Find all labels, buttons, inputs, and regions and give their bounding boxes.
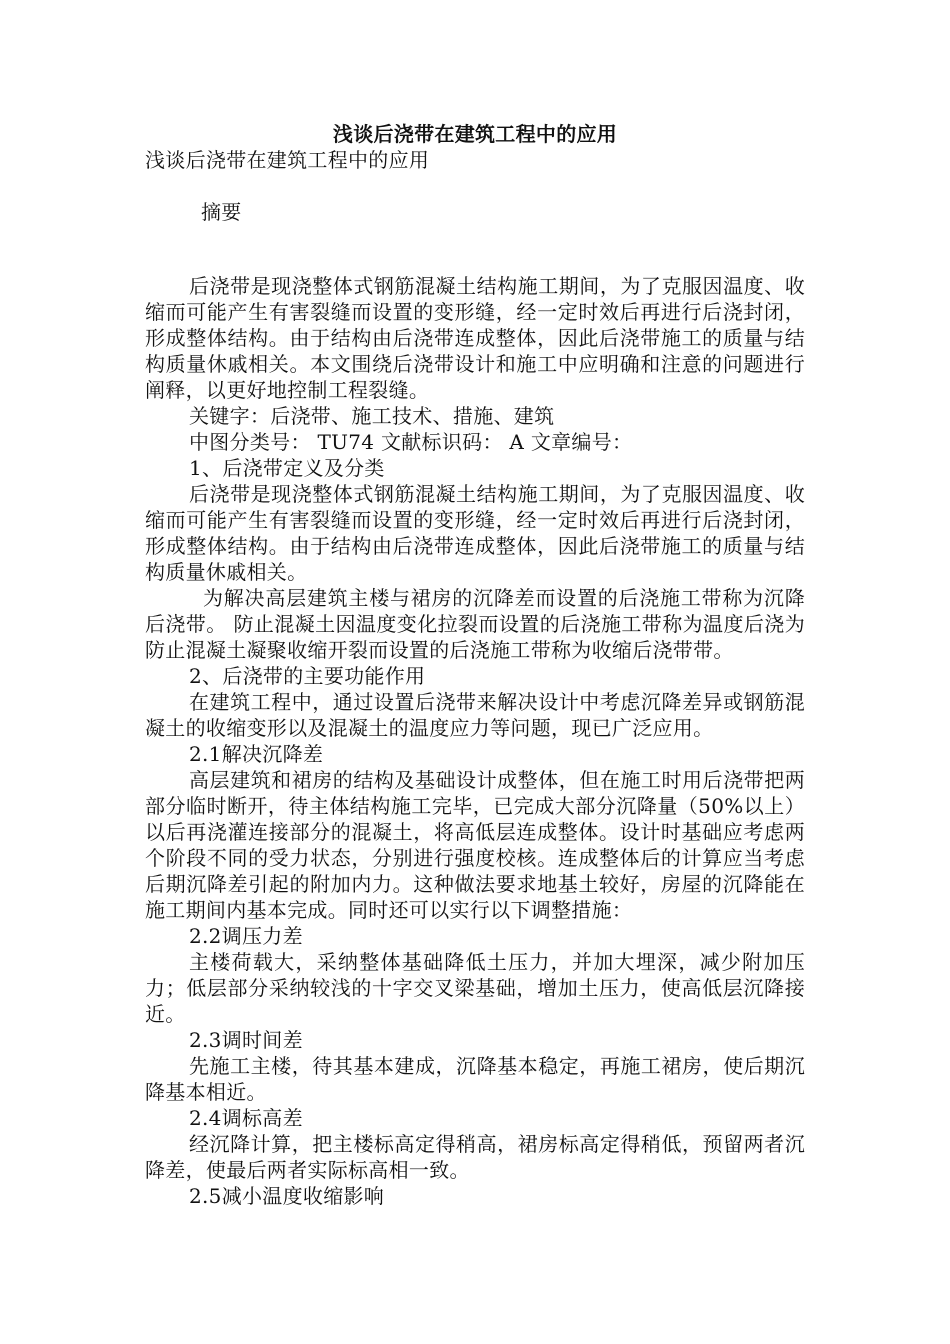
section-2-2-paragraph-1: 主楼荷载大，采纳整体基础降低土压力，并加大埋深，减少附加压力；低层部分采纳较浅的十字交叉梁基础，增加土压力，使高低层沉降接近。: [145, 950, 805, 1026]
section-heading-1: 1、后浇带定义及分类: [189, 456, 385, 480]
keywords-line: 关键字：后浇带、施工技术、措施、建筑: [189, 404, 555, 428]
section-2-4-paragraph-1: 经沉降计算，把主楼标高定得稍高，裙房标高定得稍低，预留两者沉降差，使最后两者实际标高相一致。: [145, 1132, 805, 1182]
spacer: [145, 251, 805, 273]
classification-line: 中图分类号： TU74 文献标识码： A 文章编号：: [189, 430, 633, 454]
section-heading-2: 2、后浇带的主要功能作用: [189, 664, 426, 688]
document-title: 浅谈后浇带在建筑工程中的应用: [332, 122, 618, 146]
section-heading-2-4: 2.4调标高差: [189, 1106, 303, 1130]
section-2-3-paragraph-1: 先施工主楼，待其基本建成，沉降基本稳定，再施工裙房，使后期沉降基本相近。: [145, 1054, 805, 1104]
spacer: [145, 225, 805, 251]
section-heading-2-3: 2.3调时间差: [189, 1028, 303, 1052]
section-1-paragraph-2: 为解决高层建筑主楼与裙房的沉降差而设置的后浇施工带称为沉降后浇带。 防止混凝土因温度变化拉裂而设置的后浇施工带称为温度后浇为防止混凝土凝聚收缩开裂而设置的后浇施工带称为收缩后浇带带。: [145, 586, 805, 662]
section-1-paragraph-1: 后浇带是现浇整体式钢筋混凝土结构施工期间，为了克服因温度、收缩而可能产生有害裂缝而设置的变形缝，经一定时效后再进行后浇封闭，形成整体结构。由于结构由后浇带连成整体，因此后浇带施工的质量与结构质量休戚相关。: [145, 482, 805, 584]
document-subtitle: 浅谈后浇带在建筑工程中的应用: [145, 148, 430, 172]
section-2-1-paragraph-1: 高层建筑和裙房的结构及基础设计成整体，但在施工时用后浇带把两部分临时断开，待主体结构施工完毕，已完成大部分沉降量（50%以上）以后再浇灌连接部分的混凝土，将高低层连成整体。设计时基础应考虑两个阶段不同的受力状态，分别进行强度校核。连成整体后的计算应当考虑后期沉降差引起的附加内力。这种做法要求地基土较好，房屋的沉降能在施工期间内基本完成。同时还可以实行以下调整措施：: [145, 768, 805, 922]
section-2-paragraph-1: 在建筑工程中，通过设置后浇带来解决设计中考虑沉降差异或钢筋混凝土的收缩变形以及混凝土的温度应力等问题，现已广泛应用。: [145, 690, 805, 740]
spacer: [145, 173, 805, 199]
abstract-label: 摘要: [201, 200, 242, 224]
document-body: [145, 121, 805, 1209]
abstract-text: 后浇带是现浇整体式钢筋混凝土结构施工期间，为了克服因温度、收缩而可能产生有害裂缝而设置的变形缝，经一定时效后再进行后浇封闭，形成整体结构。由于结构由后浇带连成整体，因此后浇带施工的质量与结构质量休戚相关。本文围绕后浇带设计和施工中应明确和注意的问题进行阐释，以更好地控制工程裂缝。: [145, 274, 805, 402]
section-heading-2-5: 2.5减小温度收缩影响: [189, 1184, 385, 1208]
section-heading-2-2: 2.2调压力差: [189, 924, 303, 948]
section-heading-2-1: 2.1解决沉降差: [189, 742, 324, 766]
